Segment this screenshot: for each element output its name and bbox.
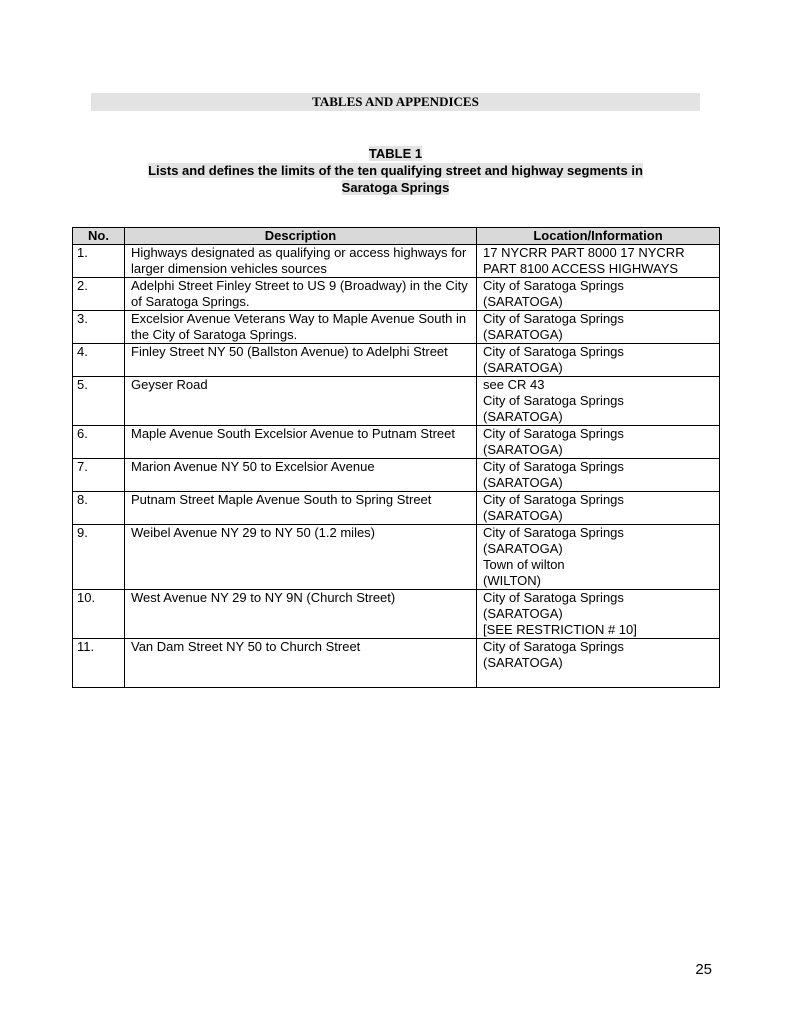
row-number: 5.: [73, 377, 125, 426]
location-line: PART 8100 ACCESS HIGHWAYS: [483, 261, 679, 276]
table-row: [73, 278, 720, 311]
row-description: Maple Avenue South Excelsior Avenue to Putnam Street: [125, 426, 477, 459]
location-line: (SARATOGA): [483, 360, 563, 375]
location-line: City of Saratoga Springs: [483, 344, 624, 359]
page-number: 25: [695, 961, 712, 978]
location-line: Town of wilton: [483, 557, 565, 572]
location-line: (SARATOGA): [483, 655, 563, 670]
row-location: [477, 344, 720, 377]
row-description: Van Dam Street NY 50 to Church Street: [125, 639, 477, 688]
row-description: Excelsior Avenue Veterans Way to Maple Avenue South in the City of Saratoga Springs.: [125, 311, 477, 344]
row-number: 6.: [73, 426, 125, 459]
location-line: City of Saratoga Springs: [483, 459, 624, 474]
location-line: City of Saratoga Springs: [483, 639, 624, 654]
row-number: 3.: [73, 311, 125, 344]
segments-table: [72, 227, 720, 688]
column-header-no: No.: [73, 228, 125, 245]
location-line: (SARATOGA): [483, 442, 563, 457]
table-caption-line-2: Saratoga Springs: [341, 180, 450, 195]
row-description: Putnam Street Maple Avenue South to Spring Street: [125, 492, 477, 525]
row-location: [477, 639, 720, 688]
table-row: [73, 344, 720, 377]
row-location: [477, 492, 720, 525]
table-row: [73, 245, 720, 278]
location-line: (SARATOGA): [483, 541, 563, 556]
location-line: City of Saratoga Springs: [483, 311, 624, 326]
location-line: City of Saratoga Springs: [483, 278, 624, 293]
table-row: [73, 426, 720, 459]
location-line: City of Saratoga Springs: [483, 525, 624, 540]
row-location: [477, 590, 720, 639]
location-line: [SEE RESTRICTION # 10]: [483, 622, 637, 637]
table-row: [73, 492, 720, 525]
location-line: (WILTON): [483, 573, 542, 588]
table-row: [73, 525, 720, 590]
location-line: 17 NYCRR PART 8000 17 NYCRR: [483, 245, 685, 260]
row-location: [477, 245, 720, 278]
table-title-block: [72, 145, 719, 196]
row-number: 2.: [73, 278, 125, 311]
table-row: [73, 311, 720, 344]
table-header-row: [73, 228, 720, 245]
row-number: 7.: [73, 459, 125, 492]
row-location: [477, 426, 720, 459]
table-row: [73, 377, 720, 426]
row-description: Highways designated as qualifying or access highways for larger dimension vehicles sources: [125, 245, 477, 278]
location-line: City of Saratoga Springs: [483, 492, 624, 507]
location-line: City of Saratoga Springs: [483, 426, 624, 441]
location-line: City of Saratoga Springs: [483, 590, 624, 605]
table-body: [73, 245, 720, 688]
row-location: [477, 525, 720, 590]
row-number: 1.: [73, 245, 125, 278]
row-description: Finley Street NY 50 (Ballston Avenue) to Adelphi Street: [125, 344, 477, 377]
location-line: (SARATOGA): [483, 409, 563, 424]
column-header-description: Description: [125, 228, 477, 245]
row-number: 9.: [73, 525, 125, 590]
row-number: 10.: [73, 590, 125, 639]
table-row: [73, 590, 720, 639]
table-caption-line-1: Lists and defines the limits of the ten qualifying street and highway segments in: [148, 163, 643, 178]
row-location: [477, 311, 720, 344]
row-location: [477, 278, 720, 311]
location-line: (SARATOGA): [483, 508, 563, 523]
location-line: see CR 43: [483, 377, 545, 392]
location-line: (SARATOGA): [483, 327, 563, 342]
row-description: Marion Avenue NY 50 to Excelsior Avenue: [125, 459, 477, 492]
table-row: [73, 459, 720, 492]
row-number: 11.: [73, 639, 125, 688]
row-location: [477, 377, 720, 426]
section-title: TABLES AND APPENDICES: [91, 93, 700, 111]
column-header-location: Location/Information: [477, 228, 720, 245]
table-label: TABLE 1: [368, 146, 423, 161]
row-number: 8.: [73, 492, 125, 525]
row-description: Adelphi Street Finley Street to US 9 (Broadway) in the City of Saratoga Springs.: [125, 278, 477, 311]
row-description: Weibel Avenue NY 29 to NY 50 (1.2 miles): [125, 525, 477, 590]
location-line: (SARATOGA): [483, 475, 563, 490]
row-description: West Avenue NY 29 to NY 9N (Church Street): [125, 590, 477, 639]
row-description: Geyser Road: [125, 377, 477, 426]
row-number: 4.: [73, 344, 125, 377]
location-line: (SARATOGA): [483, 294, 563, 309]
location-line: (SARATOGA): [483, 606, 563, 621]
row-location: [477, 459, 720, 492]
location-line: City of Saratoga Springs: [483, 393, 624, 408]
table-row: [73, 639, 720, 688]
